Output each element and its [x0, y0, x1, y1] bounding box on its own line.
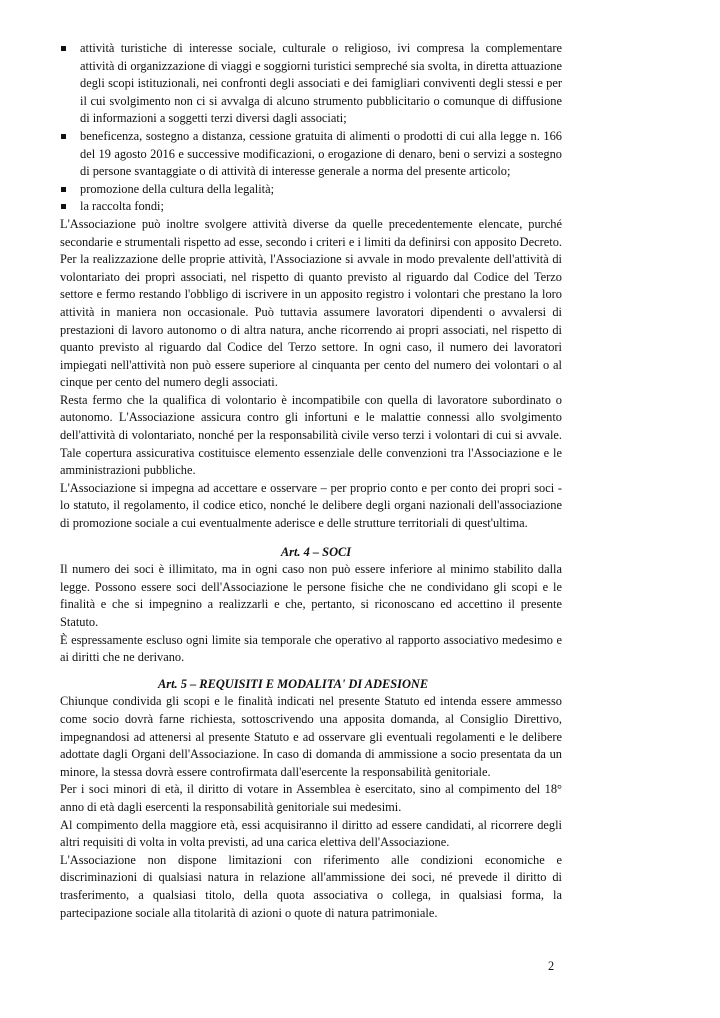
list-item: attività turistiche di interesse sociale, culturale o religioso, ivi compresa la complementare attività di organizzazione di viaggi e soggiorni turistici sempreché sia svolta, in diretta attuazione degli scopi istituzionali, nei confronti degli associati e dei famigliari conviventi degli stessi e per il cui svolgimento non ci si avvalga di alcuno strumento pubblicitario o comunque di diffusione di informazioni a soggetti terzi diversi dagli associati;: [60, 40, 562, 128]
paragraph-members-number: Il numero dei soci è illimitato, ma in ogni caso non può essere inferiore al minimo stabilito dalla legge. Possono essere soci dell'Associazione le persone fisiche che ne condividano gli scopi e le finalità e che si impegnino a realizzarli e che, pertanto, si riconoscano ed accettino il presente Statuto.: [60, 562, 562, 629]
list-item: beneficenza, sostegno a distanza, cessione gratuita di alimenti o prodotti di cui alla legge n. 166 del 19 agosto 2016 e successive modificazioni, o erogazione di denaro, beni o servizi a sostegno di persone svantaggiate o di attività di interesse generale a norma del presente articolo;: [60, 128, 562, 181]
paragraph-volunteer-status: Resta fermo che la qualifica di volontario è incompatibile con quella di lavoratore subordinato o autonomo. L'Associazione assicura contro gli infortuni e le malattie connessi allo svolgimento dell'attività di volontariato, nonché per la responsabilità civile verso terzi i volontari di cui si avvale. Tale copertura assicurativa costituisce elemento essenziale delle convenzioni tra l'Associazione e le amministrazioni pubbliche.: [60, 392, 562, 478]
list-item: promozione della cultura della legalità;: [60, 181, 562, 199]
page-number: 2: [548, 959, 555, 973]
paragraph-other-activities: L'Associazione può inoltre svolgere attività diverse da quelle precedentemente elencate, purché secondarie e strumentali rispetto ad esse, secondo i criteri e i limiti da definirsi con apposito Decreto. Per la realizzazione delle proprie attività, l'Associazione si avvale in modo prevalente dell'attività di volontariato dei propri associati, nel rispetto di quanto previsto al riguardo dal Codice del Terzo settore e fermo restando l'obbligo di iscrivere in un apposito registro i volontari che prestano la loro attività in maniera non occasionale. Può tuttavia assumere lavoratori dipendenti o avvalersi di prestazioni di lavoro autonomo o di altra natura, anche ricorrendo ai propri associati, nel rispetto di quanto previsto al riguardo dal Codice del Terzo settore. In ogni caso, il numero dei lavoratori impiegati nell'attività non può essere superiore al cinquanta per cento del numero dei volontari o al cinque per cento del numero degli associati.: [60, 216, 562, 390]
section-heading-art4: Art. 4 – SOCI: [280, 544, 352, 559]
document-page: [60, 40, 562, 922]
square-bullet-icon: [61, 204, 66, 209]
paragraph-no-limits: È espressamente escluso ogni limite sia temporale che operativo al rapporto associativo medesimo e ai diritti che ne derivano.: [60, 632, 562, 665]
paragraph-non-discrimination: L'Associazione non dispone limitazioni con riferimento alle condizioni economiche e discriminazioni di qualsiasi natura in relazione all'ammissione dei soci, né prevede il diritto di trasferimento, a qualsiasi titolo, della quota associativa o collega, in qualsiasi forma, la partecipazione sociale alla titolarità di azioni o quote di natura patrimoniale.: [60, 852, 562, 920]
paragraph-majority-age: Al compimento della maggiore età, essi acquisiranno il diritto ad essere candidati, al ricorrere degli altri requisiti di volta in volta previsti, ad una carica elettiva dell'Associazione.: [60, 817, 562, 850]
paragraph-minor-members: Per i soci minori di età, il diritto di votare in Assemblea è esercitato, sino al compimento del 18° anno di età dagli esercenti la responsabilità genitoriale sui medesimi.: [60, 782, 562, 814]
square-bullet-icon: [61, 134, 66, 139]
square-bullet-icon: [61, 46, 66, 51]
paragraph-obligations: L'Associazione si impegna ad accettare e osservare – per proprio conto e per conto dei propri soci - lo statuto, il regolamento, il codice etico, nonché le delibere degli organi nazionali dell'associazione di promozione sociale a cui eventualmente aderisce e delle strutture territoriali di quest'ultima.: [60, 480, 562, 531]
list-item: la raccolta fondi;: [60, 198, 562, 216]
square-bullet-icon: [61, 187, 66, 192]
section-heading-art5: Art. 5 – REQUISITI E MODALITA' DI ADESIONE: [158, 676, 429, 691]
paragraph-admission-request: Chiunque condivida gli scopi e le finalità indicati nel presente Statuto ed intenda essere ammesso come socio dovrà farne richiesta, sottoscrivendo una apposita domanda, al Consiglio Direttivo, impegnandosi ad attenersi al presente Statuto e ad osservare gli eventuali regolamenti e le delibere adottate dagli Organi dell'Associazione. In caso di domanda di ammissione a socio presentata da un minore, la stessa dovrà essere controfirmata dall'esercente la responsabilità genitoriale.: [60, 694, 562, 779]
activity-list: [60, 40, 562, 216]
